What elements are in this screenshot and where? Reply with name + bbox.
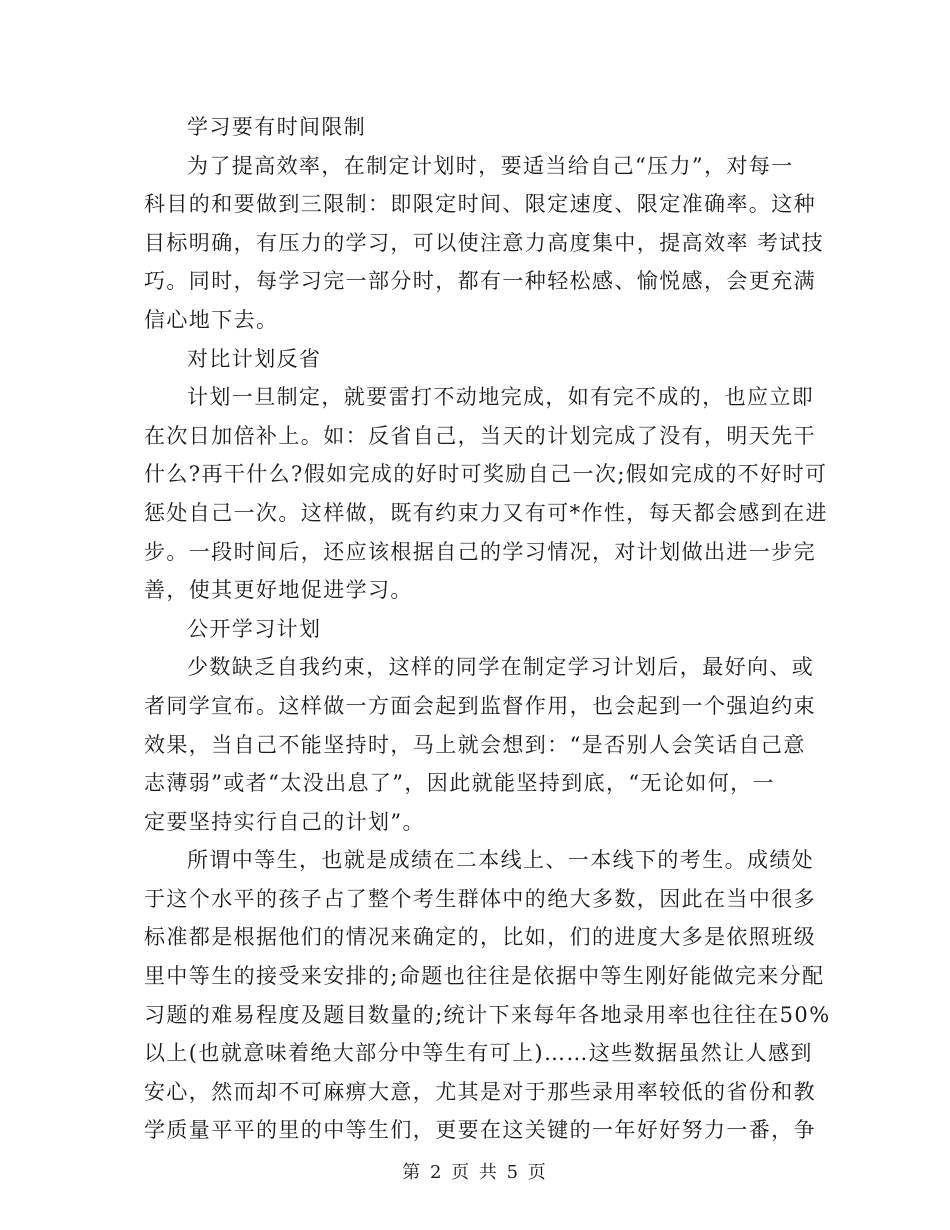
paragraph-line: 者同学宣布。这样做一方面会起到监督作用，也会起到一个强迫约束 [144,693,816,718]
paragraph-line: 计划一旦制定，就要雷打不动地完成，如有完不成的，也应立即 [187,385,815,410]
paragraph-line: 善，使其更好地促进学习。 [144,578,413,603]
document-body [144,108,831,1150]
paragraph-line: 安心，然而却不可麻痹大意，尤其是对于那些录用率较低的省份和教 [144,1079,816,1104]
paragraph-line: 为了提高效率，在制定计划时，要适当给自己“压力”，对每一 [187,153,794,178]
paragraph-line: 学质量平平的里的中等生们，更要在这关键的一年好好努力一番，争 [144,1118,816,1143]
paragraph-line: 什么?再干什么?假如完成的好时可奖励自己一次;假如完成的不好时可 [144,462,828,487]
paragraph-line: 步。一段时间后，还应该根据自己的学习情况，对计划做出进一步完 [144,539,816,564]
paragraph-line: 定要坚持实行自己的计划”。 [144,809,425,834]
paragraph-line: 效果，当自己不能坚持时，马上就会想到：“是否别人会笑话自己意 [144,732,806,757]
paragraph-line: 巧。同时，每学习完一部分时，都有一种轻松感、愉悦感，会更充满 [144,269,816,294]
paragraph-line: 所谓中等生，也就是成绩在二本线上、一本线下的考生。成绩处 [187,848,815,873]
paragraph-line: 科目的和要做到三限制：即限定时间、限定速度、限定准确率。这种 [144,192,816,217]
page-number-footer: 第 2 页 共 5 页 [402,1162,548,1183]
paragraph-line: 志薄弱”或者“太没出息了”，因此就能坚持到底，“无论如何，一 [144,771,775,796]
paragraph-line: 里中等生的接受来安排的;命题也往往是依据中等生刚好能做完来分配 [144,964,825,989]
paragraph-line: 惩处自己一次。这样做，既有约束力又有可*作性，每天都会感到在进 [144,500,828,525]
paragraph-line: 目标明确，有压力的学习，可以使注意力高度集中，提高效率 考试技 [144,230,825,255]
section-heading-review-plan: 对比计划反省 [187,346,322,371]
paragraph-line: 标准都是根据他们的情况来确定的，比如，们的进度大多是依照班级 [144,925,816,950]
paragraph-line: 以上(也就意味着绝大部分中等生有可上)……这些数据虽然让人感到 [144,1041,813,1066]
paragraph-line: 习题的难易程度及题目数量的;统计下来每年各地录用率也往往在50% [144,1002,831,1027]
paragraph-line: 信心地下去。 [144,307,279,332]
paragraph-line: 少数缺乏自我约束，这样的同学在制定学习计划后，最好向、或 [187,655,815,680]
paragraph-line: 在次日加倍补上。如：反省自己，当天的计划完成了没有，明天先干 [144,423,816,448]
section-heading-public-plan: 公开学习计划 [187,616,322,641]
paragraph-line: 于这个水平的孩子占了整个考生群体中的绝大多数，因此在当中很多 [144,886,816,911]
section-heading-time-limit: 学习要有时间限制 [187,115,367,139]
